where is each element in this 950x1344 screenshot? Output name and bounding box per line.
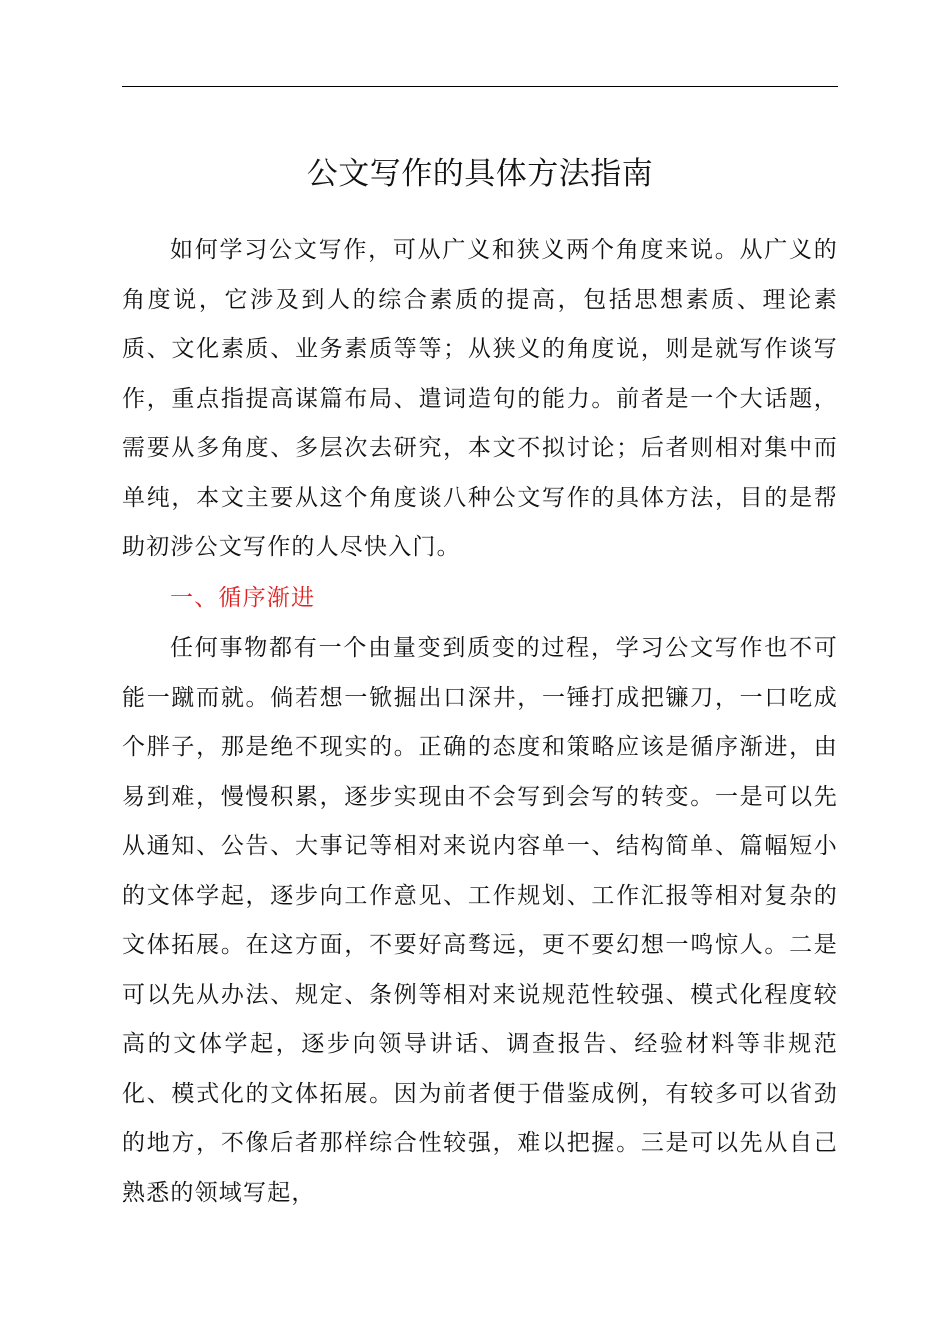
section-heading: 一、循序渐进	[170, 585, 316, 611]
header-rule	[122, 86, 838, 87]
document-title: 公文写作的具体方法指南	[306, 156, 654, 192]
section-paragraph: 任何事物都有一个由量变到质变的过程，学习公文写作也不可能一蹴而就。倘若想一锨掘出口深井，一锤打成把镰刀，一口吃成个胖子，那是绝不现实的。正确的态度和策略应该是循序渐进，由易到难，慢慢积累，逐步实现由不会写到会写的转变。一是可以先从通知、公告、大事记等相对来说内容单一、结构简单、篇幅短小的文体学起，逐步向工作意见、工作规划、工作汇报等相对复杂的文体拓展。在这方面，不要好高骛远，更不要幻想一鸣惊人。二是可以先从办法、规定、条例等相对来说规范性较强、模式化程度较高的文体学起，逐步向领导讲话、调查报告、经验材料等非规范化、模式化的文体拓展。因为前者便于借鉴成例，有较多可以省劲的地方，不像后者那样综合性较强，难以把握。三是可以先从自己熟悉的领域写起，	[122, 635, 838, 1206]
intro-paragraph: 如何学习公文写作，可从广义和狭义两个角度来说。从广义的角度说，它涉及到人的综合素质的提高，包括思想素质、理论素质、文化素质、业务素质等等；从狭义的角度说，则是就写作谈写作，重点指提高谋篇布局、遣词造句的能力。前者是一个大话题，需要从多角度、多层次去研究，本文不拟讨论；后者则相对集中而单纯，本文主要从这个角度谈八种公文写作的具体方法，目的是帮助初涉公文写作的人尽快入门。	[122, 237, 838, 560]
